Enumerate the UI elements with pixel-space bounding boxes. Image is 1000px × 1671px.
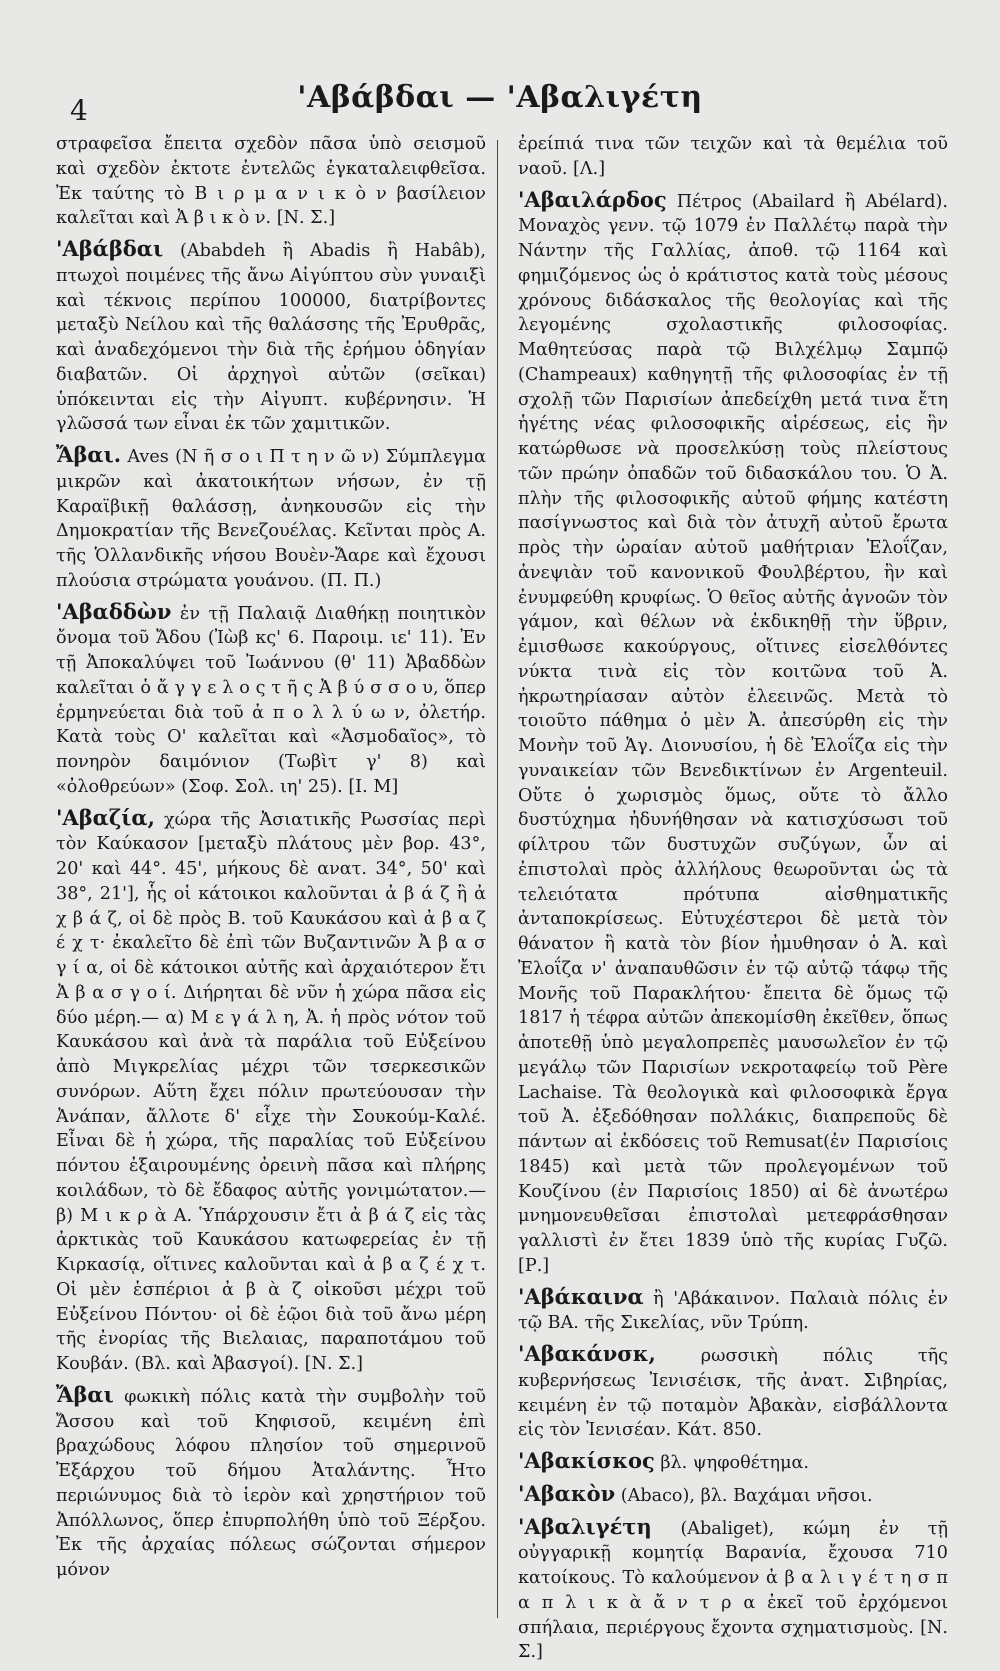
entry-text: (Ababdeh ἢ Abadis ἢ Habâb), πτωχοὶ ποιμένες τῆς ἄνω Αἰγύπτου σὺν γυναιξὶ καὶ τέκνοις περίπου 100000, διατρίβοντες μεταξὺ Νείλου καὶ τῆς θαλάσσης τῆς Ἐρυθρᾶς, καὶ ἀναδεχόμενοι τὴν διὰ τῆς ἐρήμου ὁδηγίαν διαβατῶν. Οἱ ἀρχηγοὶ αὐτῶν (σεῖκαι) ὑπόκεινται εἰς τὴν Αἰγυπτ. κυβέρνησιν. Ἡ γλῶσσά των εἶναι ἐκ τῶν χαμιτικῶν. xyxy=(56,241,486,435)
dictionary-entry xyxy=(518,132,948,182)
entry-headword: 'Αβαλιγέτη xyxy=(518,1513,652,1539)
entry-text: (Abaco), βλ. Βαχάμαι νῆσοι. xyxy=(620,1485,873,1506)
dictionary-entry xyxy=(56,600,486,800)
running-head: 'Αβάβδαι — 'Αβαλιγέτη xyxy=(297,80,703,115)
entry-text: ἐν τῇ Παλαιᾷ Διαθήκῃ ποιητικὸν ὄνομα τοῦ Ἄδου (Ἰὼβ κς' 6. Παροιμ. ιε' 11). Ἐν τῇ Ἀποκαλύψει τοῦ Ἰωάννου (θ' 11) Ἀβαδδὼν καλεῖται ὁ ἄ γ γ ε λ ο ς τ ῆ ς Ἀ β ύ σ σ ο υ, ὅπερ ἑρμηνεύεται διὰ τοῦ ἀ π ο λ λ ύ ω ν, ὀλετήρ. Κατὰ τοὺς Ο' καλεῖται καὶ «Ἀσμοδαῖος», τὸ πονηρὸν δαιμόνιον (Τωβὶτ γ' 8) καὶ «ὀλοθρεύων» (Σοφ. Σολ. ιη' 25). [Ι. Μ] xyxy=(56,603,487,797)
entry-headword: 'Αβάκαινα xyxy=(518,1283,644,1309)
entry-headword: 'Αβαζία, xyxy=(56,804,155,830)
dictionary-entry xyxy=(518,1515,948,1666)
left-column xyxy=(56,132,486,1589)
entry-headword: 'Αβακίσκος xyxy=(518,1448,655,1473)
dictionary-entry xyxy=(56,443,486,594)
entry-headword: 'Αβάβδαι xyxy=(56,236,164,261)
entry-text: Aves (Ν ῆ σ ο ι Π τ η ν ῶ ν) Σύμπλεγμα μικρῶν καὶ ἀκατοικήτων νήσων, ἐν τῇ Καραϊβικῇ θαλάσσῃ, ἀνηκουσῶν εἰς τὴν Δημοκρατίαν τῆς Βενεζουέλας. Κεῖνται πρὸς Α. τῆς Ὁλλανδικῆς νήσου Βουὲν-Ἄαρε καὶ ἔχουσι πλούσια στρώματα γουάνου. (Π. Π.) xyxy=(56,447,486,591)
entry-headword: Ἄβαι xyxy=(56,1381,114,1407)
page-number: 4 xyxy=(70,94,88,127)
dictionary-entry xyxy=(56,806,486,1377)
dictionary-entry xyxy=(518,1285,948,1337)
entry-headword: 'Αβακάνσκ, xyxy=(518,1341,656,1366)
entry-headword: 'Αβαιλάρδος xyxy=(518,186,667,212)
entry-text: ἢ 'Αβάκαινον. Παλαιὰ πόλις ἐν τῷ ΒΑ. τῆς Σικελίας, νῦν Τρύπη. xyxy=(518,1288,948,1334)
dictionary-entry xyxy=(56,1383,486,1583)
dictionary-entry xyxy=(518,1449,948,1476)
entry-text: βλ. ψηφοθέτημα. xyxy=(660,1453,809,1473)
entry-headword: Ἄβαι. xyxy=(56,442,122,467)
entry-headword: 'Αβακὸν xyxy=(518,1480,616,1506)
entry-text: Πέτρος (Abailard ἢ Abélard). Μοναχὸς γενν. τῷ 1079 ἐν Παλλέτῳ παρὰ τὴν Νάντην τῆς Γαλλίας, ἀποθ. τῷ 1164 καὶ φημιζόμενος ὡς ὁ κράτιστος κατὰ τοὺς μέσους χρόνους διδάσκαλος τῆς θεολογίας καὶ τῆς λεγομένης σχολαστικῆς φιλοσοφίας. Μαθητεύσας παρὰ τῷ Βιλχέλμῳ Σαμπῷ (Champeaux) καθηγητῇ τῆς φιλοσοφίας ἐν τῇ σχολῇ τῶν Παρισίων ἀπεδείχθη μετά τινα ἔτη ἡγέτης νέας φιλοσοφικῆς αἱρέσεως, εἰς ἣν κατώρθωσε νὰ προσελκύσῃ τοὺς πλείστους τῶν πρώην ὀπαδῶν τοῦ διδασκάλου του. Ὁ Ἀ. πλὴν τῆς φιλοσοφικῆς αὐτοῦ φήμης κατέστη πασίγνωστος καὶ διὰ τὸν ἀτυχῆ αὐτοῦ ἔρωτα πρὸς τὴν ὡραίαν αὐτοῦ μαθήτριαν Ἐλοΐζαν, ἀνεψιὰν τοῦ κανονικοῦ Φουλβέρτου, ἣν καὶ ἐνυμφεύθη κρυφίως. Ὁ θεῖος αὐτῆς ἀγνοῶν τὸν γάμον, καὶ θέλων νὰ ἐκδικηθῇ τὴν ὕβριν, ἐμισθωσε κακούργους, οἵτινες εἰσελθόντες νύκτα τινὰ εἰς τὸν κοιτῶνα τοῦ Ἀ. ἠκρωτηρίασαν αὐτὸν ἐλεεινῶς. Μετὰ τὸ τοιοῦτο πάθημα ὁ μὲν Ἀ. ἀπεσύρθη εἰς τὴν Μονὴν τοῦ Ἁγ. Διονυσίου, ἡ δὲ Ἐλοΐζα εἰς τὴν γυναικείαν τῶν Βενεδικτίνων ἐν Argenteuil. Οὔτε ὁ χωρισμὸς ὅμως, οὔτε τὸ ἄλλο δυστύχημα ἠδυνήθησαν νὰ κατισχύσωσι τοῦ φίλτρου τῶν δυστυχῶν συζύγων, ὧν αἱ ἐπιστολαὶ πρὸς ἀλλήλους θεωροῦνται ὡς τὰ τελειότατα πρότυπα αἰσθηματικῆς ἀνταποκρίσεως. Εὐτυχέστεροι δὲ μετὰ τὸν θάνατον ἢ κατὰ τὸν βίον ἠμυθησαν ὁ Ἀ. καὶ Ἐλοΐζα ν' ἀναπαυθῶσιν ἐν τῷ αὐτῷ τάφῳ τῆς Μονῆς τοῦ Παρακλήτου· ἔπειτα δὲ ὅμως τῷ 1817 ἡ τέφρα αὐτῶν ἀπεκομίσθη ἐκεῖθεν, ὅπως ἀποτεθῇ ὑπὸ μεγαλοπρεπὲς μαυσωλεῖον ἐν τῷ μεγάλῳ τῶν Παρισίων νεκροταφείῳ τοῦ Père Lachaise. Τὰ θεολογικὰ καὶ φιλοσοφικὰ ἔργα τοῦ Ἀ. ἐξεδόθησαν πολλάκις, διαπρεποῦς δὲ πάντων αἱ ἐκδόσεις τοῦ Remusat(ἐν Παρισίοις 1845) καὶ μετὰ τῶν προλεγομένων τοῦ Κουζίνου (ἐν Παρισίοις 1850) αἱ δὲ ἀνωτέρω μνημονευθεῖσαι ἐπιστολαὶ μετεφράσθησαν γαλλιστὶ ἐν ἔτει 1839 ὑπὸ τῆς κυρίας Γυζῶ. [Ρ.] xyxy=(518,191,948,1276)
dictionary-entry xyxy=(518,188,948,1279)
right-column xyxy=(518,132,948,1671)
entry-headword: 'Αβαδδὼν xyxy=(56,598,172,624)
dictionary-entry xyxy=(518,1342,948,1443)
entry-text: ρωσσικὴ πόλις τῆς κυβερνήσεως Ἰενισέισκ, τῆς ἀνατ. Σιβηρίας, κειμένη ἐν τῷ ποταμὸν Ἀβακὰν, εἰσβάλλοντα εἰς τὸν Ἰενισέαν. Κάτ. 850. xyxy=(518,1346,949,1441)
entry-text: (Abaliget), κώμη ἐν τῇ οὐγγαρικῇ κομητίᾳ Βαρανία, ἔχουσα 710 κατοίκους. Τὸ καλούμενον ἀ β α λ ι γ έ τ η σ π α π λ ι κ ὰ ἄ ν τ ρ α ἐκεῖ τοῦ ἐρχόμενοι σπήλαια, περιέργους ἔχοντα σχηματισμοὺς. [Ν. Σ.] xyxy=(518,1518,948,1663)
entry-text: ἐρείπιά τινα τῶν τειχῶν καὶ τὰ θεμέλια τοῦ ναοῦ. [Λ.] xyxy=(518,134,948,179)
entry-text: φωκικὴ πόλις κατὰ τὴν συμβολὴν τοῦ Ἄσσου καὶ τοῦ Κηφισοῦ, κειμένη ἐπὶ βραχώδους λόφου πλησίον τοῦ σημερινοῦ Ἐξάρχου τοῦ δήμου Ἀταλάντης. Ἦτο περιώνυμος διὰ τὸ ἱερὸν καὶ χρηστήριον τοῦ Ἀπόλλωνος, ὅπερ ἐπυρπολήθη ὑπὸ τοῦ Ξέρξου. Ἐκ τῆς ἀρχαίας πόλεως σώζονται σήμερον μόνον xyxy=(56,1386,486,1580)
column-divider xyxy=(497,140,498,1618)
entry-text: χώρα τῆς Ἀσιατικῆς Ρωσσίας περὶ τὸν Καύκασον [μεταξὺ πλάτους μὲν βορ. 43°, 20' καὶ 44°. 45', μήκους δὲ ανατ. 34°, 50' καὶ 38°, 21'], ἧς οἱ κάτοικοι καλοῦνται ἀ β ά ζ ἢ ἀ χ β ά ζ, οἱ δὲ πρὸς Β. τοῦ Καυκάσου καὶ ἀ β α ζ έ χ τ· ἐκαλεῖτο δὲ ἐπὶ τῶν Βυζαντινῶν Ἀ β α σ γ ί α, οἱ δὲ κάτοικοι αὐτῆς καὶ ἀρχαιότερον ἔτι Ἀ β α σ γ ο ί. Διήρηται δὲ νῦν ἡ χώρα πᾶσα εἰς δύο μέρη.— α) Μ ε γ ά λ η, Ἀ. ἡ πρὸς νότον τοῦ Καυκάσου καὶ ἀνὰ τὰ παράλια τοῦ Εὐξείνου ἀπὸ Μιγκρελίας μέχρι τῶν τσερκεσικῶν συνόρων. Αὕτη ἔχει πόλιν πρωτεύουσαν τὴν Ἀνάπαν, ἄλλοτε δ' εἶχε τὴν Σουκούμ-Καλέ. Εἶναι δὲ ἡ χώρα, τῆς παραλίας τοῦ Εὐξείνου πόντου ἐξαιρουμένης ὀρεινὴ πᾶσα καὶ πλήρης κοιλάδων, τὸ δὲ ἔδαφος αὐτῆς γονιμώτατον.— β) Μ ι κ ρ ὰ Α. Ὑπάρχουσιν ἔτι ἀ β ά ζ εἰς τὰς ἀρκτικὰς τοῦ Καυκάσου κατωφερείας ἐν τῇ Κιρκασίᾳ, οἵτινες καλοῦνται καὶ ἀ β α ζ έ χ τ. Οἱ μὲν ἑσπέριοι ἀ β ὰ ζ οἰκοῦσι μέχρι τοῦ Εὐξείνου Πόντου· οἱ δὲ ἑῷοι διὰ τοῦ ἄνω μέρη τῆς ἐνορίας τῆς Βιελαιας, παραποτάμου τοῦ Κουβάν. (Βλ. καὶ Ἀβασγοί). [Ν. Σ.] xyxy=(56,809,486,1374)
entry-text: στραφεῖσα ἔπειτα σχεδὸν πᾶσα ὑπὸ σεισμοῦ καὶ σχεδὸν ἐκτοτε ἐντελῶς ἐγκαταλειφθεῖσα. Ἐκ ταύτης τὸ Β ι ρ μ α ν ι κ ὸ ν βασίλειον καλεῖται καὶ Ἀ β ι κ ὸ ν. [Ν. Σ.] xyxy=(56,134,486,229)
dictionary-entry xyxy=(518,1482,948,1509)
dictionary-entry xyxy=(56,237,486,437)
dictionary-entry xyxy=(56,132,486,231)
